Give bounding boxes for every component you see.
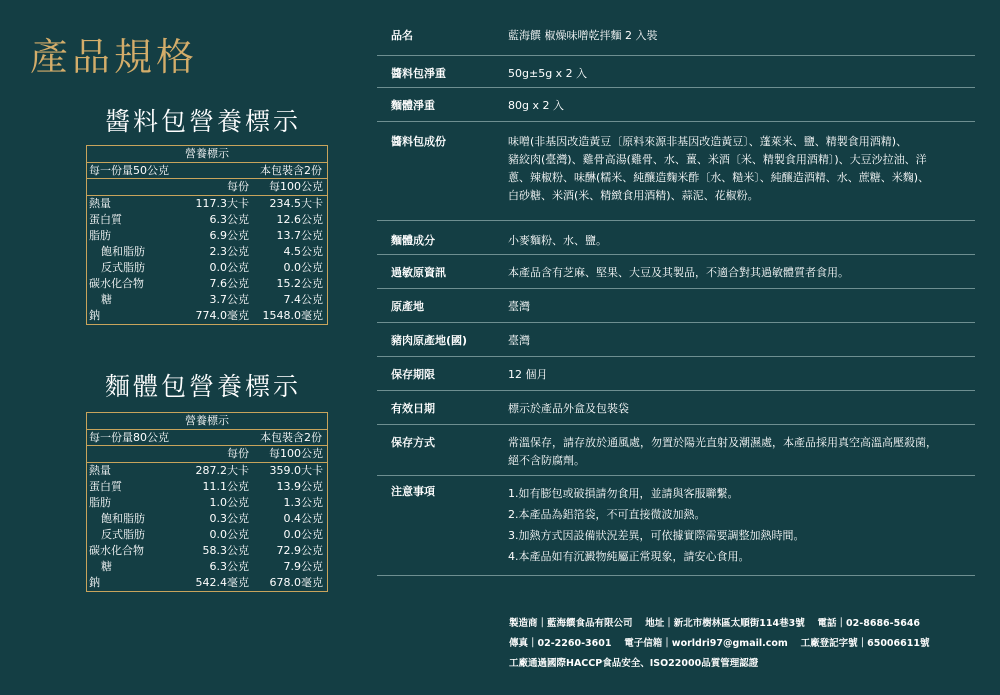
nutrient-row [87,543,327,559]
spec-value-line: 味噌(非基因改造黃豆〔原料來源非基因改造黃豆〕、蓬萊米、鹽、精製食用酒精)、 [508,135,908,148]
sauce-nutrition-table [86,145,328,325]
nutrient-name: 鈉 [89,576,100,589]
value-per-100g: 1.3公克 [283,496,323,509]
spec-value-line: 2.本產品為鋁箔袋，不可直接微波加熱。 [508,508,706,521]
nutrient-row [87,463,327,479]
spec-row [377,122,975,221]
nutrient-name: 熱量 [89,464,111,477]
nutrient-name: 反式脂肪 [101,528,145,541]
value-per-100g: 678.0毫克 [269,576,323,589]
value-per-100g: 7.4公克 [283,293,323,306]
spec-value [508,232,975,254]
spec-row [377,391,975,425]
nutrient-name: 飽和脂肪 [101,245,145,258]
spec-value [508,400,975,424]
spec-label: 醬料包成份 [391,135,446,148]
column-header-row [87,179,327,196]
nutrient-row [87,244,327,260]
value-per-100g: 359.0大卡 [269,464,323,477]
spec-row [377,221,975,255]
value-per-100g: 13.7公克 [276,229,323,242]
noodle-nutrition-table [86,412,328,592]
spec-row [377,323,975,357]
spec-value-line: 臺灣 [508,334,530,347]
value-per-100g: 1548.0毫克 [262,309,323,322]
value-per-100g: 0.4公克 [283,512,323,525]
spec-value [508,332,975,356]
serving-row [87,163,327,179]
servings-per-pack: 本包裝含2份 [260,164,322,177]
value-per-serving: 58.3公克 [202,544,249,557]
table-header: 營養標示 [87,413,327,430]
spec-value-line: 本產品含有芝麻、堅果、大豆及其製品，不適合對其過敏體質者食用。 [508,266,849,279]
spec-row [377,425,975,476]
spec-value-line: 12 個月 [508,368,548,381]
spec-label: 過敏原資訊 [391,266,446,279]
page-title: 產品規格 [30,35,199,79]
nutrient-row [87,575,327,591]
spec-value-line: 50g±5g x 2 入 [508,67,588,80]
spec-row [377,18,975,56]
value-per-100g: 13.9公克 [276,480,323,493]
footer-line: 傳真｜02-2260-3601 電子信箱｜worldri97@gmail.com 工廠登記字號｜65006611號 [509,638,930,649]
value-per-serving: 0.0公克 [209,261,249,274]
nutrient-row [87,527,327,543]
footer-line: 製造商｜藍海饌食品有限公司 地址｜新北市樹林區太順街114巷3號 電話｜02-8686-5646 [509,618,921,629]
nutrient-name: 碳水化合物 [89,544,144,557]
value-per-serving: 2.3公克 [209,245,249,258]
value-per-100g: 4.5公克 [283,245,323,258]
nutrient-name: 鈉 [89,309,100,322]
nutrient-name: 糖 [101,560,112,573]
value-per-100g: 12.6公克 [276,213,323,226]
spec-label: 麵體成分 [391,234,435,247]
col-per-serving: 每份 [227,180,249,193]
sauce-section-title: 醬料包營養標示 [105,107,302,136]
spec-value-line: 絕不含防腐劑。 [508,454,585,467]
spec-value-line: 藍海饌 椒燥味噌乾拌麵 2 入裝 [508,29,658,42]
nutrient-row [87,260,327,276]
spec-label: 注意事項 [391,485,435,498]
spec-value [508,483,975,575]
value-per-serving: 774.0毫克 [195,309,249,322]
nutrient-row [87,228,327,244]
spec-label: 有效日期 [391,402,435,415]
serving-row [87,430,327,446]
serving-size: 每一份量50公克 [89,164,169,177]
spec-row [377,255,975,289]
spec-value-line: 臺灣 [508,300,530,313]
nutrient-rows [87,196,327,324]
nutrient-name: 熱量 [89,197,111,210]
spec-label: 醬料包淨重 [391,67,446,80]
value-per-serving: 6.3公克 [209,213,249,226]
nutrient-row [87,276,327,292]
spec-row [377,357,975,391]
value-per-serving: 11.1公克 [202,480,249,493]
spec-label: 麵體淨重 [391,99,435,112]
value-per-100g: 0.0公克 [283,261,323,274]
spec-value-line: 小麥麵粉、水、鹽。 [508,234,607,247]
spec-value [508,133,975,220]
spec-value-line: 1.如有膨包或破損請勿食用，並請與客服聯繫。 [508,487,739,500]
spec-row [377,56,975,88]
nutrient-name: 飽和脂肪 [101,512,145,525]
value-per-serving: 1.0公克 [209,496,249,509]
spec-row [377,88,975,122]
value-per-serving: 0.3公克 [209,512,249,525]
value-per-serving: 287.2大卡 [195,464,249,477]
spec-value-line: 豬絞肉(臺灣)、雞骨高湯(雞骨、水、薑、米酒〔米、精製食用酒精〕)、大豆沙拉油、洋 [508,153,927,166]
table-header: 營養標示 [87,146,327,163]
col-per-100g: 每100公克 [269,180,323,193]
spec-value [508,97,975,121]
spec-value-line: 80g x 2 入 [508,99,564,112]
spec-value [508,264,975,288]
spec-label: 保存期限 [391,368,435,381]
spec-value [508,27,975,55]
value-per-100g: 234.5大卡 [269,197,323,210]
value-per-serving: 7.6公克 [209,277,249,290]
noodle-section-title: 麵體包營養標示 [105,372,302,401]
spec-row [377,476,975,576]
nutrient-name: 碳水化合物 [89,277,144,290]
spec-label: 品名 [391,29,413,42]
value-per-100g: 15.2公克 [276,277,323,290]
spec-label: 豬肉原產地(國) [391,334,468,347]
spec-value-line: 常溫保存，請存放於通風處，勿置於陽光直射及潮濕處，本產品採用真空高溫高壓殺菌， [508,436,937,449]
servings-per-pack: 本包裝含2份 [260,431,322,444]
column-header-row [87,446,327,463]
value-per-100g: 7.9公克 [283,560,323,573]
nutrient-name: 糖 [101,293,112,306]
value-per-serving: 6.3公克 [209,560,249,573]
nutrient-name: 蛋白質 [89,213,122,226]
nutrient-row [87,308,327,324]
nutrient-row [87,292,327,308]
spec-value-line: 蔥、辣椒粉、味醂(糯米、純釀造麴米酢〔水、糙米〕、純釀造酒精、水、蔗糖、米麴)、 [508,171,930,184]
spec-value [508,65,975,87]
spec-value-line: 3.加熱方式因設備狀況差異，可依據實際需要調整加熱時間。 [508,529,805,542]
spec-table [377,18,975,576]
nutrient-name: 反式脂肪 [101,261,145,274]
spec-label: 原產地 [391,300,424,313]
spec-value [508,298,975,322]
spec-value-line: 4.本產品如有沉澱物純屬正常現象，請安心食用。 [508,550,750,563]
spec-value-line: 白砂糖、米酒(米、精緻食用酒精)、蒜泥、花椒粉。 [508,189,759,202]
col-per-100g: 每100公克 [269,447,323,460]
spec-value-line: 標示於產品外盒及包裝袋 [508,402,629,415]
spec-row [377,289,975,323]
nutrient-name: 蛋白質 [89,480,122,493]
manufacturer-info [509,614,929,674]
spec-label: 保存方式 [391,436,435,449]
nutrient-name: 脂肪 [89,496,111,509]
value-per-100g: 72.9公克 [276,544,323,557]
value-per-serving: 542.4毫克 [195,576,249,589]
nutrient-row [87,511,327,527]
nutrient-rows [87,463,327,591]
nutrient-name: 脂肪 [89,229,111,242]
serving-size: 每一份量80公克 [89,431,169,444]
spec-value [508,434,975,475]
value-per-serving: 117.3大卡 [195,197,249,210]
value-per-100g: 0.0公克 [283,528,323,541]
nutrient-row [87,559,327,575]
footer-line: 工廠通過國際HACCP食品安全、ISO22000品質管理認證 [509,658,759,669]
nutrient-row [87,196,327,212]
value-per-serving: 3.7公克 [209,293,249,306]
nutrient-row [87,479,327,495]
col-per-serving: 每份 [227,447,249,460]
value-per-serving: 6.9公克 [209,229,249,242]
spec-value [508,366,975,390]
nutrient-row [87,212,327,228]
nutrient-row [87,495,327,511]
value-per-serving: 0.0公克 [209,528,249,541]
